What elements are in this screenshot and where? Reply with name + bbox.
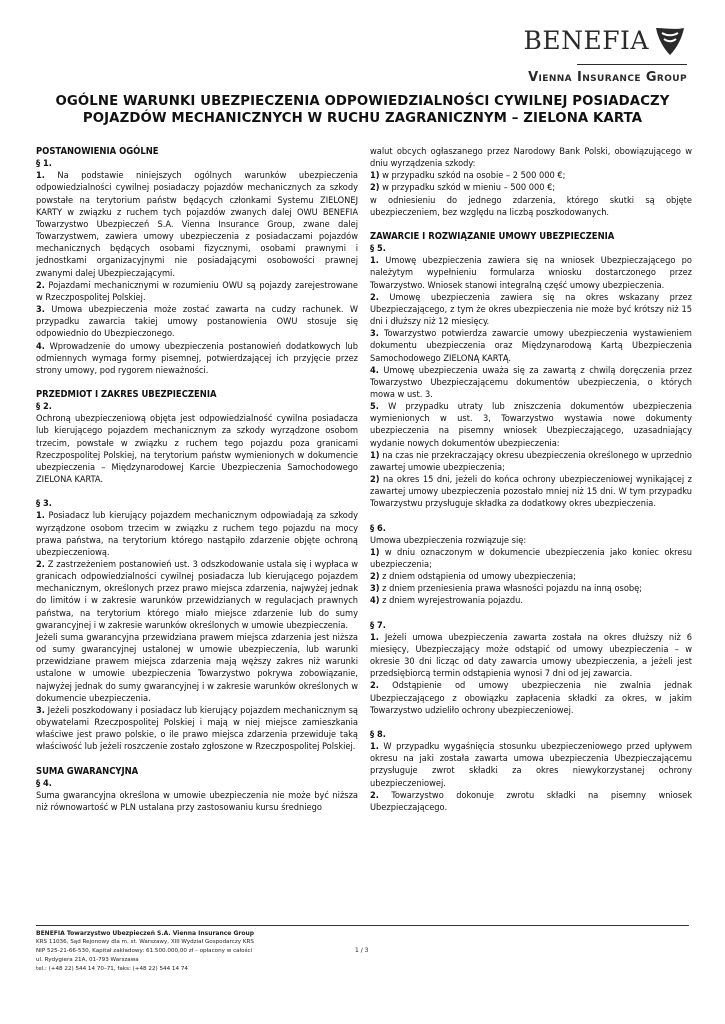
- clause: 2. Pojazdami mechanicznymi w rozumieniu OWU są pojazdy zarejestrowane w Rzeczpospolitej Polskiej.: [36, 279, 358, 303]
- paragraph-number: § 2.: [36, 401, 52, 413]
- footer: [36, 929, 254, 974]
- clause: 2. Z zastrzeżeniem postanowień ust. 3 odszkodowanie ustala się i wypłaca w granicach odpowiedzialności cywilnej posiadacza lub kierującego pojazdem mechanicznym, określonych przez prawo miejsca zdarzenia, najwyżej jednak do limitów i w zakresie warunków przewidzianych w regulacjach prawnych państwa, na terytorium którego miało miejsce zdarzenie lub do sumy gwarancyjnej i w zakresie warunków określonych w umowie ubezpieczenia.: [36, 559, 358, 631]
- paragraph-number: § 8.: [370, 728, 386, 740]
- footer-line: ul. Rydygiera 21A, 01-793 Warszawa: [36, 957, 139, 963]
- clause: 1. Na podstawie niniejszych ogólnych warunków ubezpieczenia odpowiedzialności cywilnej posiadaczy pojazdów mechanicznych za szkody powstałe na terytorium państw będących członkami Systemu ZIELONEJ KARTY w związku z ruchem tych pojazdów zwanych dalej OWU BENEFIA Towarzystwo Ubezpieczeń S.A. Vienna Insurance Group, zwane dalej Towarzystwem, zawiera umowy ubezpieczenia z posiadaczami pojazdów mechanicznych będących osobami fizycznymi, osobami prawnymi i jednostkami organizacyjnymi nie posiadającymi osobowości prawnej zwanymi dalej Ubezpieczającymi.: [36, 170, 358, 279]
- clause: 2. Odstąpienie od umowy ubezpieczenia nie zwalnia jednak Ubezpieczającego z obowiązku zapłacenia składki za okres, w jakim Towarzystwo udzieliło ochrony ubezpieczeniowej.: [370, 680, 692, 716]
- footer-line: NIP 525-21-66-530, Kapitał zakładowy: 61.500.000,00 zł – opłacony w całości: [36, 948, 253, 954]
- paragraph-number: § 1.: [36, 158, 52, 170]
- left-column: [36, 146, 358, 814]
- footer-divider: [36, 925, 689, 926]
- footer-line: tel.: (+48 22) 544 14 70–71, faks: (+48 22) 544 14 74: [36, 966, 188, 972]
- footer-line: KRS 11036, Sąd Rejonowy dla m. st. Warszawy, XIII Wydział Gospodarczy KRS: [36, 939, 254, 945]
- list-item: 2) na okres 15 dni, jeżeli do końca ochrony ubezpieczeniowej wynikającej z zawartej umowy ubezpieczenia pozostało mniej niż 15 dni. W tym przypadku Towarzystwu przysługuje składka za dodatkowy okres ubezpieczenia.: [370, 474, 692, 510]
- clause: Ochroną ubezpieczeniową objęta jest odpowiedzialność cywilna posiadacza lub kierującego pojazdem mechanicznym za szkody wyrządzone osobom trzecim, powstałe w związku z ruchem tego pojazdu poza granicami Rzeczpospolitej Polskiej, na terytorium państw wymienionych w dokumencie ubezpieczenia – Międzynarodowej Karcie Ubezpieczenia Samochodowego ZIELONA KARTA.: [36, 413, 358, 486]
- group-name: Vienna Insurance Group: [528, 70, 687, 85]
- list-item: 2) w przypadku szkód w mieniu – 500 000 €;: [370, 182, 556, 194]
- clause: w odniesieniu do jednego zdarzenia, którego skutki są objęte ubezpieczeniem, bez względu na liczbą poszkodowanych.: [370, 194, 692, 218]
- clause: 2. Umowę ubezpieczenia zawiera się na okres wskazany przez Ubezpieczającego, z tym że okres ubezpieczenia nie może być krótszy niż 15 dni i dłuższy niż 12 miesięcy.: [370, 291, 692, 328]
- list-item: 3) z dniem przeniesienia prawa własności pojazdu na inną osobę;: [370, 583, 643, 595]
- clause: 1. Umowę ubezpieczenia zawiera się na wniosek Ubezpieczającego po należytym wypełnieniu formularza wniosku dostarczonego przez Towarzystwo. Wniosek stanowi integralną część umowy ubezpieczenia.: [370, 255, 692, 291]
- header-divider: [577, 64, 687, 65]
- section-heading: SUMA GWARANCYJNA: [36, 765, 139, 777]
- list-item: 1) w przypadku szkód na osobie – 2 500 000 €;: [370, 170, 566, 182]
- list-item: 1) w dniu oznaczonym w dokumencie ubezpieczenia jako koniec okresu ubezpieczenia;: [370, 546, 692, 570]
- clause: 3. Towarzystwo potwierdza zawarcie umowy ubezpieczenia wystawieniem dokumentu ubezpieczenia oraz Międzynarodową Kartą Ubezpieczenia Samochodowego ZIELONĄ KARTĄ.: [370, 328, 692, 364]
- section-heading: POSTANOWIENIA OGÓLNE: [36, 146, 159, 157]
- section-heading: PRZEDMIOT I ZAKRES UBEZPIECZENIA: [36, 388, 217, 400]
- clause: 1. Jeżeli umowa ubezpieczenia zawarta została na okres dłuższy niż 6 miesięcy, Ubezpieczający może odstąpić od umowy ubezpieczenia – w okresie 30 dni licząc od daty zawarcia umowy ubezpieczenia, a jeżeli jest przedsiębiorcą termin odstąpienia wynosi 7 dni od jej zawarcia.: [370, 631, 692, 680]
- clause: 5. W przypadku utraty lub zniszczenia dokumentów ubezpieczenia wymienionych w ust. 3, Towarzystwo wystawia nowe dokumenty ubezpieczenia na pisemny wniosek Ubezpieczającego, uzasadniający wydanie nowych dokumentów ubezpieczenia:: [370, 401, 692, 449]
- paragraph-number: § 7.: [370, 619, 386, 631]
- brand-logo-text: BENEFIA: [523, 26, 649, 55]
- clause: 4. Umowę ubezpieczenia uważa się za zawartą z chwilą doręczenia przez Towarzystwo Ubezpieczającemu dokumentów ubezpieczenia, o których mowa w ust. 3.: [370, 364, 692, 400]
- page-number: 1 / 3: [355, 947, 369, 954]
- paragraph-number: § 5.: [370, 243, 386, 255]
- clause: 1. Posiadacz lub kierujący pojazdem mechanicznym odpowiadają za szkody wyrządzone osobom trzecim w związku z ruchem tego pojazdu na mocy prawa państwa, na terytorium którego nastąpiło zdarzenie objęte ochroną ubezpieczeniową.: [36, 510, 358, 558]
- clause: Jeżeli suma gwarancyjna przewidziana prawem miejsca zdarzenia jest niższa od sumy gwarancyjnej ustalonej w umowie ubezpieczenia, lub warunki przewidziane prawem miejsca zdarzenia mają węższy zakres niż warunki ustalone w umowie ubezpieczenia Towarzystwo pokrywa zobowiązanie, najwyżej jednak do sumy gwarancyjnej i w zakresie warunków określonych w dokumencie ubezpieczenia.: [36, 631, 358, 704]
- paragraph-number: § 4.: [36, 777, 52, 789]
- clause: 3. Umowa ubezpieczenia może zostać zawarta na cudzy rachunek. W przypadku zawarcia takiej umowy postanowienia OWU stosuje się odpowiednio do Ubezpieczonego.: [36, 304, 358, 340]
- clause: Umowa ubezpieczenia rozwiązuje się:: [370, 534, 527, 546]
- document-title: OGÓLNE WARUNKI UBEZPIECZENIA ODPOWIEDZIALNOŚCI CYWILNEJ POSIADACZY POJAZDÓW MECHANICZNYCH W RUCHU ZAGRANICZNYM – ZIELONA KARTA: [55, 94, 670, 126]
- clause: 4. Wprowadzenie do umowy ubezpieczenia postanowień dodatkowych lub odmiennych wymaga formy pisemnej, potwierdzającej ich przyjęcie przez strony umowy, pod rygorem nieważności.: [36, 340, 358, 376]
- list-item: 2) z dniem odstąpienia od umowy ubezpieczenia;: [370, 571, 576, 583]
- list-item: 1) na czas nie przekraczający okresu ubezpieczenia określonego w uprzednio zawartej umowie ubezpieczenia;: [370, 449, 692, 473]
- clause: 2. Towarzystwo dokonuje zwrotu składki na pisemny wniosek Ubezpieczającego.: [370, 789, 692, 813]
- clause: Suma gwarancyjna określona w umowie ubezpieczenia nie może być niższa niż równowartość w PLN ustalana przy zastosowaniu kursu średniego: [36, 789, 358, 813]
- paragraph-number: § 3.: [36, 498, 52, 510]
- benefia-logo-icon: [653, 24, 687, 58]
- section-heading: ZAWARCIE I ROZWIĄZANIE UMOWY UBEZPIECZENIA: [370, 230, 615, 242]
- clause: 1. W przypadku wygaśnięcia stosunku ubezpieczeniowego przed upływem okresu na jaki została zawarta umowa ubezpieczenia Ubezpieczającemu przysługuje zwrot składki za okres niewykorzystanej ochrony ubezpieczeniowej.: [370, 741, 692, 789]
- footer-company: BENEFIA Towarzystwo Ubezpieczeń S.A. Vienna Insurance Group: [36, 930, 255, 937]
- paragraph-number: § 6.: [370, 522, 386, 534]
- header: [447, 18, 687, 85]
- clause: walut obcych ogłaszanego przez Narodowy Bank Polski, obowiązującego w dniu wyrządzenia szkody:: [370, 146, 692, 170]
- list-item: 4) z dniem wyrejestrowania pojazdu.: [370, 595, 523, 607]
- right-column: [370, 146, 692, 814]
- clause: 3. Jeżeli poszkodowany i posiadacz lub kierujący pojazdem mechanicznym są obywatelami Rzeczpospolitej Polskiej i mają w niej miejsce zamieszkania właściwe jest prawo polskie, o ile prawo miejsca zdarzenia przewiduje taką właściwość lub jeżeli roszczenie zostało zgłoszone w Rzeczpospolitej Polskiej.: [36, 704, 358, 753]
